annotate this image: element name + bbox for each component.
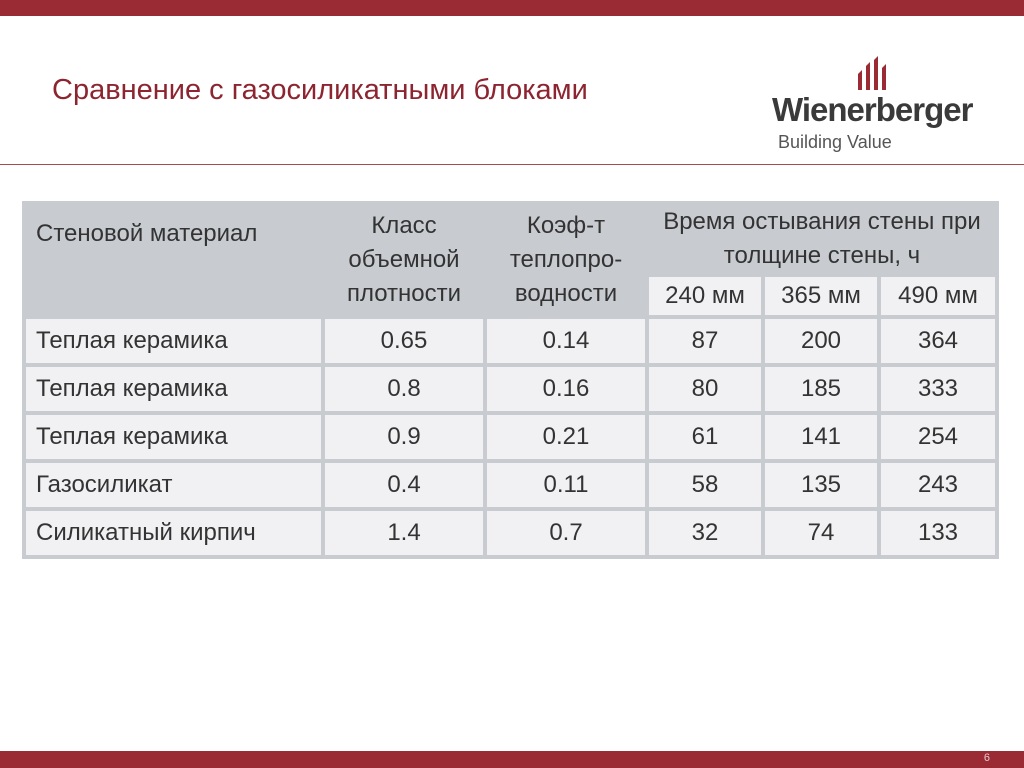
cell-conductivity: 0.14	[487, 319, 645, 363]
title-divider	[0, 164, 1024, 165]
cell-365: 135	[765, 463, 877, 507]
header-490: 490 мм	[881, 277, 995, 315]
table-header-row	[26, 205, 995, 273]
brick-logo-icon	[856, 52, 896, 92]
cell-density: 0.65	[325, 319, 483, 363]
cell-density: 0.8	[325, 367, 483, 411]
bottom-accent-bar	[0, 751, 1024, 768]
brand-name: Wienerberger	[772, 91, 973, 128]
cell-material: Силикатный кирпич	[26, 511, 321, 555]
header-cooling-time: Время остывания стены при толщине стены, ч	[649, 205, 995, 273]
cell-365: 200	[765, 319, 877, 363]
cell-density: 1.4	[325, 511, 483, 555]
cell-490: 133	[881, 511, 995, 555]
cell-conductivity: 0.7	[487, 511, 645, 555]
cell-240: 58	[649, 463, 761, 507]
cell-490: 254	[881, 415, 995, 459]
comparison-table	[22, 201, 999, 559]
table-row	[26, 319, 995, 363]
cell-240: 61	[649, 415, 761, 459]
cell-490: 243	[881, 463, 995, 507]
table-row	[26, 463, 995, 507]
cell-conductivity: 0.11	[487, 463, 645, 507]
cell-conductivity: 0.21	[487, 415, 645, 459]
cell-conductivity: 0.16	[487, 367, 645, 411]
cell-material: Газосиликат	[26, 463, 321, 507]
header-material: Стеновой материал	[26, 205, 321, 315]
cell-365: 141	[765, 415, 877, 459]
cell-material: Теплая керамика	[26, 367, 321, 411]
brand-tagline: Building Value	[778, 132, 892, 152]
cell-240: 32	[649, 511, 761, 555]
logo	[772, 52, 994, 156]
cell-490: 364	[881, 319, 995, 363]
cell-material: Теплая керамика	[26, 415, 321, 459]
header-240: 240 мм	[649, 277, 761, 315]
slide-title: Сравнение с газосиликатными блоками	[52, 74, 588, 106]
header-365: 365 мм	[765, 277, 877, 315]
header-conductivity: Коэф-т теплопро-водности	[487, 205, 645, 315]
cell-material: Теплая керамика	[26, 319, 321, 363]
top-accent-bar	[0, 0, 1024, 16]
cell-365: 185	[765, 367, 877, 411]
cell-density: 0.9	[325, 415, 483, 459]
table-row	[26, 511, 995, 555]
cell-240: 87	[649, 319, 761, 363]
page-number: 6	[983, 752, 990, 764]
cell-490: 333	[881, 367, 995, 411]
cell-365: 74	[765, 511, 877, 555]
table-row	[26, 415, 995, 459]
header-density: Класс объемной плотности	[325, 205, 483, 315]
cell-240: 80	[649, 367, 761, 411]
table-row	[26, 367, 995, 411]
cell-density: 0.4	[325, 463, 483, 507]
